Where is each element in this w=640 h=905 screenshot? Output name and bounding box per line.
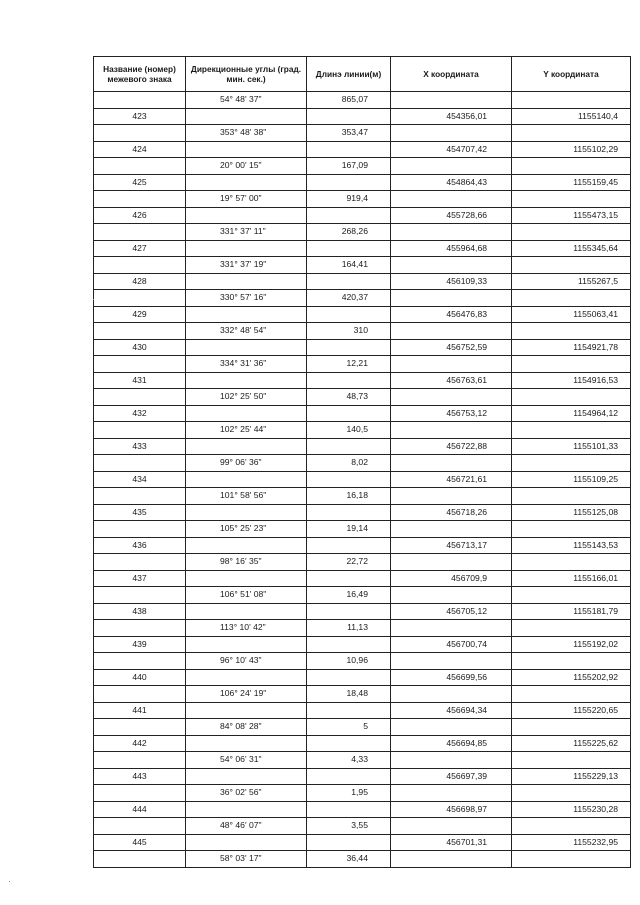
x-coordinate-cell: 456694,34 xyxy=(391,702,512,719)
y-coordinate-cell: 1155232,95 xyxy=(512,834,631,851)
direction-angle-cell xyxy=(186,702,307,719)
mark-name-cell: 425 xyxy=(94,174,186,191)
header-row xyxy=(94,57,631,92)
y-coordinate-cell xyxy=(512,92,631,109)
table-row xyxy=(94,290,631,307)
mark-name-cell: 426 xyxy=(94,207,186,224)
mark-name-cell: 442 xyxy=(94,735,186,752)
mark-name-cell: 427 xyxy=(94,240,186,257)
direction-angle-cell xyxy=(186,834,307,851)
x-coordinate-cell: 456699,56 xyxy=(391,669,512,686)
x-coordinate-cell xyxy=(391,455,512,472)
x-coordinate-cell xyxy=(391,224,512,241)
header-direction-angle: Дирекционные углы (град. мин. сек.) xyxy=(186,57,307,92)
x-coordinate-cell: 456109,33 xyxy=(391,273,512,290)
table-row xyxy=(94,207,631,224)
y-coordinate-cell: 1155143,53 xyxy=(512,537,631,554)
mark-name-cell: 438 xyxy=(94,603,186,620)
line-length-cell: 36,44 xyxy=(307,851,391,868)
x-coordinate-cell: 456722,88 xyxy=(391,438,512,455)
line-length-cell: 16,18 xyxy=(307,488,391,505)
boundary-coordinates-table xyxy=(93,56,631,868)
mark-name-cell xyxy=(94,851,186,868)
y-coordinate-cell xyxy=(512,455,631,472)
y-coordinate-cell xyxy=(512,686,631,703)
mark-name-cell xyxy=(94,653,186,670)
mark-name-cell xyxy=(94,158,186,175)
x-coordinate-cell xyxy=(391,785,512,802)
direction-angle-cell: 19° 57' 00" xyxy=(186,191,307,208)
table-row xyxy=(94,851,631,868)
x-coordinate-cell xyxy=(391,488,512,505)
table-row xyxy=(94,537,631,554)
table-row xyxy=(94,306,631,323)
table-row xyxy=(94,273,631,290)
x-coordinate-cell xyxy=(391,818,512,835)
direction-angle-cell xyxy=(186,273,307,290)
table-row xyxy=(94,768,631,785)
mark-name-cell: 431 xyxy=(94,372,186,389)
direction-angle-cell: 332° 48' 54" xyxy=(186,323,307,340)
x-coordinate-cell xyxy=(391,521,512,538)
y-coordinate-cell xyxy=(512,422,631,439)
table-row xyxy=(94,356,631,373)
mark-name-cell: 435 xyxy=(94,504,186,521)
line-length-cell: 16,49 xyxy=(307,587,391,604)
y-coordinate-cell xyxy=(512,290,631,307)
y-coordinate-cell: 1155101,33 xyxy=(512,438,631,455)
line-length-cell: 164,41 xyxy=(307,257,391,274)
line-length-cell xyxy=(307,702,391,719)
y-coordinate-cell xyxy=(512,719,631,736)
table-row xyxy=(94,603,631,620)
table-row xyxy=(94,554,631,571)
line-length-cell: 4,33 xyxy=(307,752,391,769)
mark-name-cell xyxy=(94,92,186,109)
x-coordinate-cell: 456763,61 xyxy=(391,372,512,389)
x-coordinate-cell xyxy=(391,587,512,604)
line-length-cell: 10,96 xyxy=(307,653,391,670)
mark-name-cell: 432 xyxy=(94,405,186,422)
table-row xyxy=(94,422,631,439)
line-length-cell xyxy=(307,306,391,323)
line-length-cell xyxy=(307,603,391,620)
mark-name-cell: 440 xyxy=(94,669,186,686)
table-row xyxy=(94,636,631,653)
line-length-cell: 3,55 xyxy=(307,818,391,835)
x-coordinate-cell xyxy=(391,653,512,670)
x-coordinate-cell: 454707,42 xyxy=(391,141,512,158)
x-coordinate-cell xyxy=(391,422,512,439)
line-length-cell: 353,47 xyxy=(307,125,391,142)
mark-name-cell: 445 xyxy=(94,834,186,851)
table-row xyxy=(94,405,631,422)
y-coordinate-cell: 1155125,08 xyxy=(512,504,631,521)
x-coordinate-cell xyxy=(391,323,512,340)
direction-angle-cell: 48° 46' 07" xyxy=(186,818,307,835)
scan-speck xyxy=(9,881,10,882)
x-coordinate-cell xyxy=(391,158,512,175)
x-coordinate-cell xyxy=(391,290,512,307)
table-row xyxy=(94,438,631,455)
direction-angle-cell xyxy=(186,768,307,785)
line-length-cell xyxy=(307,174,391,191)
mark-name-cell: 439 xyxy=(94,636,186,653)
y-coordinate-cell xyxy=(512,224,631,241)
line-length-cell xyxy=(307,570,391,587)
line-length-cell: 22,72 xyxy=(307,554,391,571)
line-length-cell xyxy=(307,504,391,521)
mark-name-cell: 423 xyxy=(94,108,186,125)
table-row xyxy=(94,735,631,752)
y-coordinate-cell: 1155140,4 xyxy=(512,108,631,125)
direction-angle-cell xyxy=(186,801,307,818)
direction-angle-cell: 20° 00' 15" xyxy=(186,158,307,175)
x-coordinate-cell xyxy=(391,125,512,142)
y-coordinate-cell: 1154921,78 xyxy=(512,339,631,356)
direction-angle-cell xyxy=(186,108,307,125)
table-row xyxy=(94,257,631,274)
line-length-cell xyxy=(307,141,391,158)
y-coordinate-cell: 1155267,5 xyxy=(512,273,631,290)
y-coordinate-cell xyxy=(512,653,631,670)
table-row xyxy=(94,323,631,340)
x-coordinate-cell: 456697,39 xyxy=(391,768,512,785)
y-coordinate-cell xyxy=(512,521,631,538)
x-coordinate-cell: 456752,59 xyxy=(391,339,512,356)
y-coordinate-cell: 1155202,92 xyxy=(512,669,631,686)
y-coordinate-cell xyxy=(512,488,631,505)
mark-name-cell xyxy=(94,422,186,439)
direction-angle-cell: 353° 48' 38" xyxy=(186,125,307,142)
mark-name-cell xyxy=(94,818,186,835)
x-coordinate-cell xyxy=(391,554,512,571)
direction-angle-cell xyxy=(186,174,307,191)
direction-angle-cell xyxy=(186,636,307,653)
y-coordinate-cell xyxy=(512,356,631,373)
mark-name-cell: 434 xyxy=(94,471,186,488)
y-coordinate-cell xyxy=(512,323,631,340)
direction-angle-cell: 54° 48' 37" xyxy=(186,92,307,109)
mark-name-cell: 436 xyxy=(94,537,186,554)
table-row xyxy=(94,372,631,389)
direction-angle-cell: 102° 25' 44" xyxy=(186,422,307,439)
line-length-cell xyxy=(307,372,391,389)
direction-angle-cell xyxy=(186,339,307,356)
direction-angle-cell xyxy=(186,207,307,224)
y-coordinate-cell: 1155063,41 xyxy=(512,306,631,323)
line-length-cell: 865,07 xyxy=(307,92,391,109)
line-length-cell: 140,5 xyxy=(307,422,391,439)
y-coordinate-cell: 1155230,28 xyxy=(512,801,631,818)
table-row xyxy=(94,92,631,109)
table-row xyxy=(94,141,631,158)
mark-name-cell xyxy=(94,488,186,505)
direction-angle-cell: 331° 37' 19" xyxy=(186,257,307,274)
line-length-cell xyxy=(307,240,391,257)
x-coordinate-cell: 455964,68 xyxy=(391,240,512,257)
table-row xyxy=(94,504,631,521)
x-coordinate-cell xyxy=(391,851,512,868)
direction-angle-cell xyxy=(186,735,307,752)
mark-name-cell: 441 xyxy=(94,702,186,719)
mark-name-cell xyxy=(94,752,186,769)
table-row xyxy=(94,669,631,686)
mark-name-cell xyxy=(94,323,186,340)
mark-name-cell xyxy=(94,125,186,142)
table-row xyxy=(94,471,631,488)
x-coordinate-cell: 454864,43 xyxy=(391,174,512,191)
line-length-cell: 310 xyxy=(307,323,391,340)
y-coordinate-cell: 1155192,02 xyxy=(512,636,631,653)
table-row xyxy=(94,752,631,769)
y-coordinate-cell: 1155109,25 xyxy=(512,471,631,488)
y-coordinate-cell: 1155102,29 xyxy=(512,141,631,158)
mark-name-cell xyxy=(94,290,186,307)
line-length-cell xyxy=(307,735,391,752)
table-row xyxy=(94,620,631,637)
mark-name-cell: 437 xyxy=(94,570,186,587)
y-coordinate-cell xyxy=(512,257,631,274)
line-length-cell: 8,02 xyxy=(307,455,391,472)
x-coordinate-cell xyxy=(391,389,512,406)
direction-angle-cell xyxy=(186,438,307,455)
table-row xyxy=(94,702,631,719)
table-row xyxy=(94,158,631,175)
line-length-cell xyxy=(307,273,391,290)
direction-angle-cell: 331° 37' 11" xyxy=(186,224,307,241)
line-length-cell: 18,48 xyxy=(307,686,391,703)
table-row xyxy=(94,389,631,406)
line-length-cell: 919,4 xyxy=(307,191,391,208)
line-length-cell xyxy=(307,471,391,488)
y-coordinate-cell: 1155229,13 xyxy=(512,768,631,785)
direction-angle-cell: 98° 16' 35" xyxy=(186,554,307,571)
y-coordinate-cell xyxy=(512,125,631,142)
y-coordinate-cell: 1155159,45 xyxy=(512,174,631,191)
mark-name-cell xyxy=(94,521,186,538)
mark-name-cell: 428 xyxy=(94,273,186,290)
mark-name-cell: 433 xyxy=(94,438,186,455)
line-length-cell: 12,21 xyxy=(307,356,391,373)
direction-angle-cell: 54° 06' 31" xyxy=(186,752,307,769)
direction-angle-cell: 102° 25' 50" xyxy=(186,389,307,406)
y-coordinate-cell: 1154916,53 xyxy=(512,372,631,389)
direction-angle-cell: 106° 51' 08" xyxy=(186,587,307,604)
direction-angle-cell xyxy=(186,306,307,323)
table-row xyxy=(94,587,631,604)
direction-angle-cell xyxy=(186,504,307,521)
y-coordinate-cell xyxy=(512,818,631,835)
line-length-cell: 1,95 xyxy=(307,785,391,802)
x-coordinate-cell xyxy=(391,620,512,637)
mark-name-cell xyxy=(94,686,186,703)
y-coordinate-cell: 1155181,79 xyxy=(512,603,631,620)
x-coordinate-cell: 456753,12 xyxy=(391,405,512,422)
y-coordinate-cell xyxy=(512,851,631,868)
table-row xyxy=(94,686,631,703)
y-coordinate-cell: 1155225,62 xyxy=(512,735,631,752)
line-length-cell xyxy=(307,768,391,785)
scan-speck xyxy=(93,299,94,300)
mark-name-cell xyxy=(94,257,186,274)
table-row xyxy=(94,719,631,736)
direction-angle-cell: 36° 02' 56" xyxy=(186,785,307,802)
line-length-cell xyxy=(307,537,391,554)
x-coordinate-cell: 456721,61 xyxy=(391,471,512,488)
direction-angle-cell: 96° 10' 43" xyxy=(186,653,307,670)
direction-angle-cell xyxy=(186,603,307,620)
direction-angle-cell xyxy=(186,405,307,422)
line-length-cell xyxy=(307,108,391,125)
table-row xyxy=(94,339,631,356)
y-coordinate-cell: 1154964,12 xyxy=(512,405,631,422)
mark-name-cell: 430 xyxy=(94,339,186,356)
table-row xyxy=(94,191,631,208)
direction-angle-cell xyxy=(186,537,307,554)
y-coordinate-cell xyxy=(512,785,631,802)
y-coordinate-cell: 1155166,01 xyxy=(512,570,631,587)
x-coordinate-cell: 456718,26 xyxy=(391,504,512,521)
mark-name-cell xyxy=(94,785,186,802)
table-row xyxy=(94,455,631,472)
table-row xyxy=(94,570,631,587)
x-coordinate-cell xyxy=(391,191,512,208)
boundary-marks-sheet xyxy=(93,56,630,868)
mark-name-cell: 424 xyxy=(94,141,186,158)
x-coordinate-cell: 456698,97 xyxy=(391,801,512,818)
x-coordinate-cell: 456705,12 xyxy=(391,603,512,620)
mark-name-cell xyxy=(94,620,186,637)
direction-angle-cell xyxy=(186,471,307,488)
mark-name-cell xyxy=(94,224,186,241)
y-coordinate-cell xyxy=(512,752,631,769)
table-row xyxy=(94,488,631,505)
table-body xyxy=(94,92,631,868)
direction-angle-cell: 101° 58' 56" xyxy=(186,488,307,505)
direction-angle-cell xyxy=(186,240,307,257)
table-row xyxy=(94,174,631,191)
line-length-cell xyxy=(307,636,391,653)
direction-angle-cell: 84° 08' 28" xyxy=(186,719,307,736)
mark-name-cell: 429 xyxy=(94,306,186,323)
mark-name-cell xyxy=(94,455,186,472)
mark-name-cell xyxy=(94,554,186,571)
table-row xyxy=(94,834,631,851)
line-length-cell xyxy=(307,669,391,686)
header-x-coordinate: X координата xyxy=(391,57,512,92)
direction-angle-cell: 58° 03' 17" xyxy=(186,851,307,868)
y-coordinate-cell: 1155345,64 xyxy=(512,240,631,257)
header-line-length: Длинэ линии(м) xyxy=(307,57,391,92)
x-coordinate-cell: 456700,74 xyxy=(391,636,512,653)
line-length-cell: 19,14 xyxy=(307,521,391,538)
y-coordinate-cell xyxy=(512,620,631,637)
x-coordinate-cell xyxy=(391,752,512,769)
table-row xyxy=(94,521,631,538)
direction-angle-cell: 334° 31' 36" xyxy=(186,356,307,373)
x-coordinate-cell xyxy=(391,356,512,373)
table-row xyxy=(94,785,631,802)
x-coordinate-cell: 456476,83 xyxy=(391,306,512,323)
header-y-coordinate: Y координата xyxy=(512,57,631,92)
line-length-cell: 48,73 xyxy=(307,389,391,406)
mark-name-cell xyxy=(94,356,186,373)
line-length-cell xyxy=(307,438,391,455)
line-length-cell xyxy=(307,405,391,422)
table-row xyxy=(94,818,631,835)
mark-name-cell: 443 xyxy=(94,768,186,785)
y-coordinate-cell xyxy=(512,587,631,604)
line-length-cell xyxy=(307,834,391,851)
table-row xyxy=(94,125,631,142)
x-coordinate-cell: 456709,9 xyxy=(391,570,512,587)
line-length-cell xyxy=(307,339,391,356)
x-coordinate-cell: 456701,31 xyxy=(391,834,512,851)
line-length-cell: 11,13 xyxy=(307,620,391,637)
y-coordinate-cell xyxy=(512,554,631,571)
y-coordinate-cell: 1155473,15 xyxy=(512,207,631,224)
table-row xyxy=(94,108,631,125)
line-length-cell: 5 xyxy=(307,719,391,736)
line-length-cell: 167,09 xyxy=(307,158,391,175)
x-coordinate-cell xyxy=(391,92,512,109)
y-coordinate-cell xyxy=(512,158,631,175)
x-coordinate-cell: 455728,66 xyxy=(391,207,512,224)
table-row xyxy=(94,801,631,818)
mark-name-cell: 444 xyxy=(94,801,186,818)
x-coordinate-cell xyxy=(391,257,512,274)
y-coordinate-cell xyxy=(512,389,631,406)
direction-angle-cell xyxy=(186,372,307,389)
y-coordinate-cell xyxy=(512,191,631,208)
mark-name-cell xyxy=(94,191,186,208)
table-row xyxy=(94,224,631,241)
direction-angle-cell xyxy=(186,570,307,587)
direction-angle-cell: 113° 10' 42" xyxy=(186,620,307,637)
mark-name-cell xyxy=(94,587,186,604)
mark-name-cell xyxy=(94,389,186,406)
direction-angle-cell: 99° 06' 36" xyxy=(186,455,307,472)
x-coordinate-cell xyxy=(391,686,512,703)
line-length-cell xyxy=(307,801,391,818)
direction-angle-cell: 106° 24' 19" xyxy=(186,686,307,703)
y-coordinate-cell: 1155220,65 xyxy=(512,702,631,719)
line-length-cell: 268,26 xyxy=(307,224,391,241)
x-coordinate-cell: 454356,01 xyxy=(391,108,512,125)
line-length-cell: 420,37 xyxy=(307,290,391,307)
table-row xyxy=(94,240,631,257)
direction-angle-cell xyxy=(186,669,307,686)
mark-name-cell xyxy=(94,719,186,736)
header-mark-name: Название (номер) межевого знака xyxy=(94,57,186,92)
x-coordinate-cell: 456694,85 xyxy=(391,735,512,752)
x-coordinate-cell xyxy=(391,719,512,736)
table-row xyxy=(94,653,631,670)
line-length-cell xyxy=(307,207,391,224)
x-coordinate-cell: 456713,17 xyxy=(391,537,512,554)
direction-angle-cell xyxy=(186,141,307,158)
direction-angle-cell: 330° 57' 16" xyxy=(186,290,307,307)
direction-angle-cell: 105° 25' 23" xyxy=(186,521,307,538)
table-header xyxy=(94,57,631,92)
